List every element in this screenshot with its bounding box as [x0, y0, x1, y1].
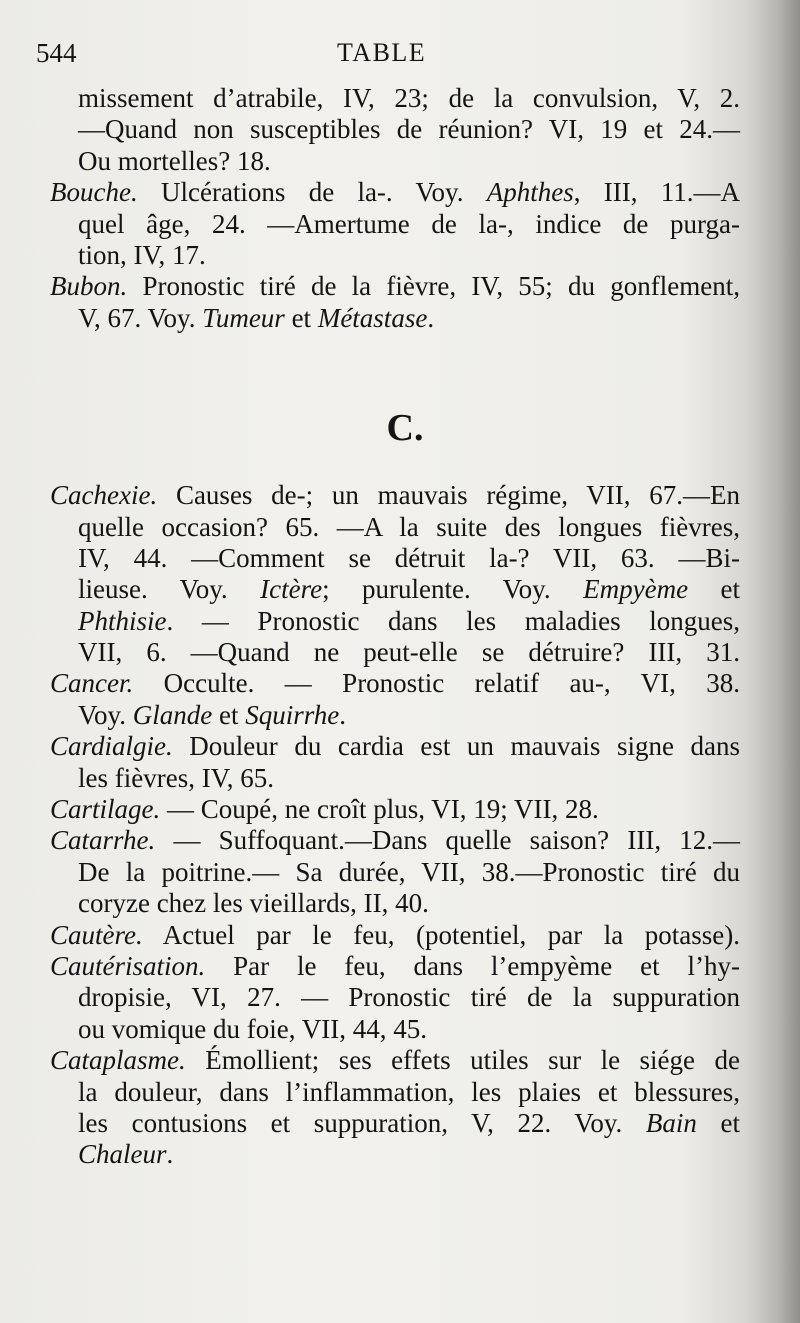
index-entry-line [50, 920, 740, 951]
cross-reference: Chaleur [78, 1139, 167, 1170]
entry-text: Voy. [78, 699, 133, 730]
entry-headword: Bouche. [50, 177, 138, 208]
index-entry-line [50, 668, 740, 699]
entry-text: . — Pronostic dans les maladies longues, [166, 605, 740, 636]
entry-text: . [427, 302, 435, 333]
entry-text: Douleur du cardia est un mauvais signe dans [172, 731, 740, 762]
entry-text: Ou mortelles? 18. [78, 145, 271, 176]
entry-text: Occulte. — Pronostic relatif au-, VI, 38. [133, 668, 740, 699]
entry-text: et [696, 1107, 740, 1138]
entry-text: dropisie, VI, 27. — Pronostic tiré de la suppuration [78, 982, 740, 1013]
entry-text: coryze chez les vieillards, II, 40. [78, 888, 429, 919]
index-continuation-line [50, 857, 740, 888]
cross-reference: Empyème [583, 574, 689, 605]
entry-text: . [166, 1139, 174, 1170]
entry-text: les contusions et suppuration, V, 22. Voy. [78, 1107, 646, 1138]
entry-headword: Cartilage. [50, 794, 161, 825]
entry-text: la douleur, dans l’inflammation, les plaies et blessures, [78, 1076, 740, 1107]
page-header [0, 38, 800, 78]
index-entry-line [50, 731, 740, 762]
entry-text: V, 67. Voy. [78, 302, 203, 333]
entry-text: De la poitrine.— Sa durée, VII, 38.—Pronostic tiré du [78, 856, 740, 887]
entry-text: IV, 44. —Comment se détruit la-? VII, 63. —Bi- [78, 542, 740, 573]
entries-before [50, 83, 740, 334]
index-continuation-line [50, 303, 740, 334]
entry-headword: Cautère. [50, 919, 143, 950]
index-continuation-line [50, 543, 740, 574]
cross-reference: Tumeur [202, 302, 285, 333]
index-entry-line [50, 825, 740, 856]
entry-headword: Bubon. [50, 271, 128, 302]
index-entry-line [50, 271, 740, 302]
index-text [50, 83, 740, 1171]
entry-headword: Cataplasme. [50, 1045, 186, 1076]
index-entry-line [50, 1045, 740, 1076]
cross-reference: Squirrhe [245, 699, 340, 730]
index-continuation-line [50, 146, 740, 177]
entry-text: Émollient; ses effets utiles sur le siége de [185, 1045, 740, 1076]
entry-text: , III, 11.—A [573, 177, 740, 208]
index-continuation-line [50, 700, 740, 731]
entry-text: ou vomique du foie, VII, 44, 45. [78, 1013, 427, 1044]
entry-headword: Catarrhe. [50, 825, 156, 856]
index-continuation-line [50, 888, 740, 919]
entry-text: Causes de-; un mauvais régime, VII, 67.—En [157, 480, 740, 511]
page-number: 544 [36, 38, 77, 68]
entry-headword: Cachexie. [50, 480, 158, 511]
entry-text: — Coupé, ne croît plus, VI, 19; VII, 28. [160, 794, 599, 825]
entry-text: Par le feu, dans l’empyème et l’hy- [205, 950, 740, 981]
index-continuation-line [50, 114, 740, 145]
cross-reference: Métastase [317, 302, 428, 333]
index-continuation-line [50, 606, 740, 637]
index-entry-line [50, 177, 740, 208]
section-letter: C. [386, 407, 424, 450]
entry-text: et [688, 574, 740, 605]
entry-text: missement d’atrabile, IV, 23; de la convulsion, V, 2. [78, 83, 740, 113]
index-continuation-line [50, 763, 740, 794]
entry-text: lieuse. Voy. [78, 574, 261, 605]
entry-text: tion, IV, 17. [78, 239, 206, 270]
entry-headword: Cancer. [50, 668, 134, 699]
index-continuation-line [50, 83, 740, 114]
index-entry-line [50, 794, 740, 825]
entry-text: quelle occasion? 65. —A la suite des longues fièvres, [78, 511, 740, 542]
entry-text: les fièvres, IV, 65. [78, 762, 274, 793]
entry-text: VII, 6. —Quand ne peut-elle se détruire? III, 31. [78, 637, 740, 668]
entry-headword: Cautérisation. [50, 950, 206, 981]
index-entry-line [50, 951, 740, 982]
entry-text: quel âge, 24. —Amertume de la-, indice de purga- [78, 208, 740, 239]
index-continuation-line [50, 637, 740, 668]
index-entry-line [50, 480, 740, 511]
entry-text: Pronostic tiré de la fièvre, IV, 55; du gonflement, [127, 271, 740, 302]
entry-text: Ulcérations de la-. Voy. [137, 177, 487, 208]
entry-text: —Quand non susceptibles de réunion? VI, 19 et 24.— [78, 114, 740, 145]
index-continuation-line [50, 1077, 740, 1108]
entry-text: ; purulente. Voy. [322, 574, 584, 605]
index-continuation-line [50, 1014, 740, 1045]
cross-reference: Glande [132, 699, 213, 730]
entry-text: . [339, 699, 347, 730]
index-continuation-line [50, 982, 740, 1013]
index-continuation-line [50, 240, 740, 271]
entry-text: et [212, 699, 246, 730]
cross-reference: Phthisie [78, 605, 167, 636]
index-continuation-line [50, 1139, 740, 1170]
cross-reference: Bain [645, 1107, 697, 1138]
cross-reference: Ictère [260, 574, 323, 605]
index-continuation-line [50, 209, 740, 240]
cross-reference: Aphthes [486, 177, 574, 208]
entry-text: Actuel par le feu, (potentiel, par la potasse). [142, 919, 740, 950]
entry-headword: Cardialgie. [50, 731, 173, 762]
index-continuation-line [50, 574, 740, 605]
entry-text: et [284, 302, 318, 333]
index-continuation-line [50, 1108, 740, 1139]
running-head: TABLE [337, 38, 427, 67]
entries-after [50, 480, 740, 1171]
index-continuation-line [50, 512, 740, 543]
entry-text: — Suffoquant.—Dans quelle saison? III, 12.— [155, 825, 740, 856]
